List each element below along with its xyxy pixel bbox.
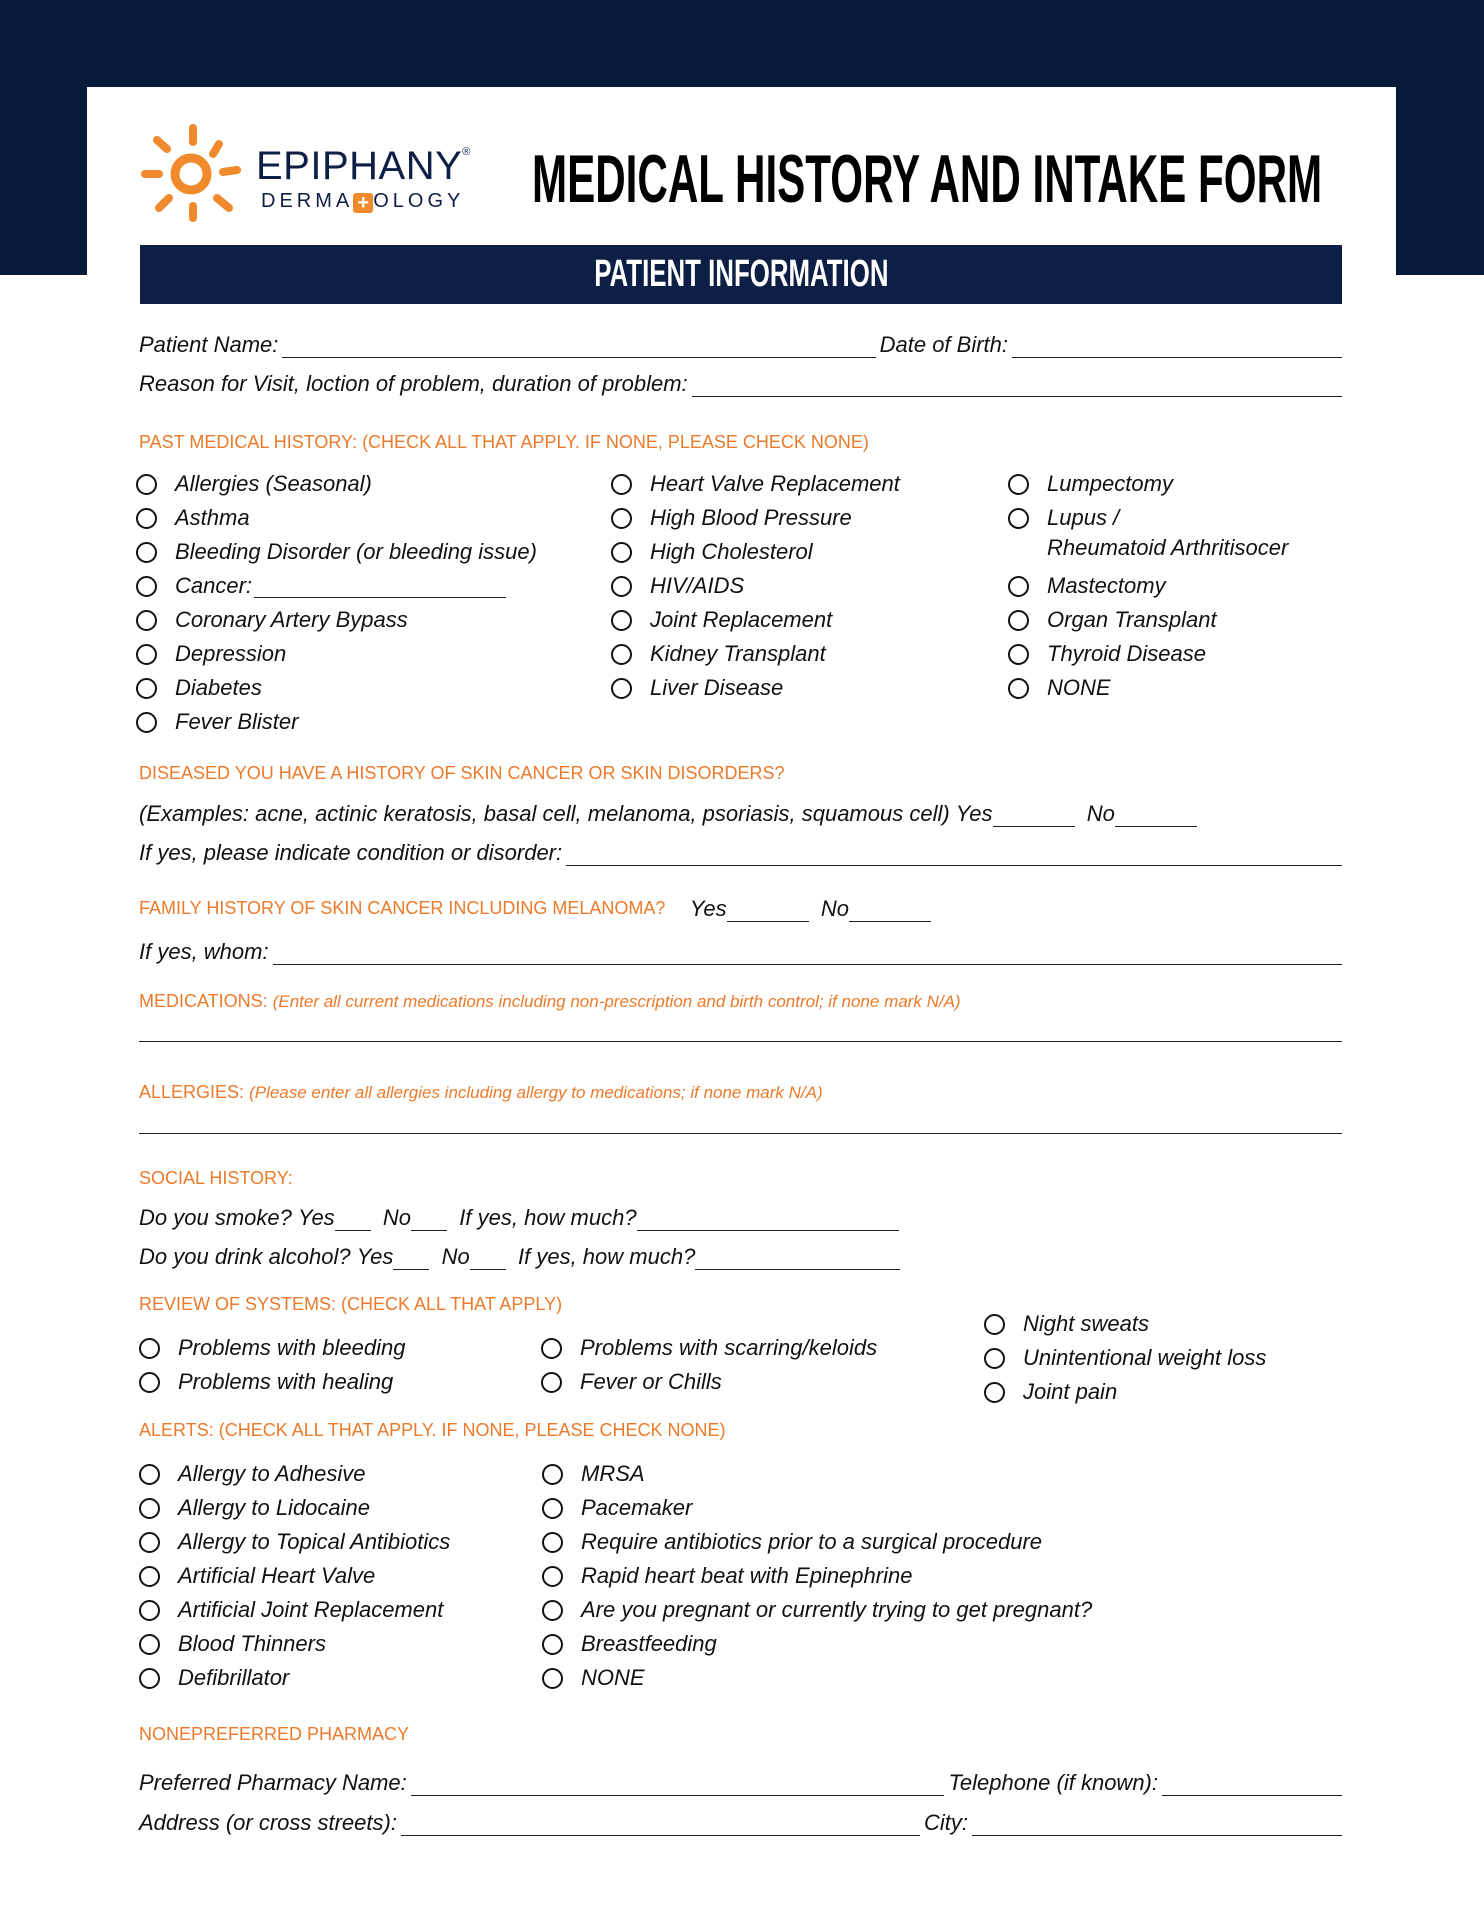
radio-circle-icon[interactable] [136, 678, 157, 699]
medications-field[interactable] [139, 1020, 1342, 1042]
checkbox-item[interactable] [611, 537, 813, 567]
checkbox-label: Kidney Transplant [650, 641, 826, 666]
checkbox-item[interactable] [139, 1561, 375, 1591]
checkbox-item[interactable] [139, 1527, 450, 1557]
logo [141, 122, 491, 222]
radio-circle-icon[interactable] [1008, 576, 1029, 597]
radio-circle-icon[interactable] [139, 1338, 160, 1359]
label: No [382, 1205, 412, 1230]
pharmacy-address-field[interactable] [401, 1814, 920, 1836]
label: No [1086, 801, 1115, 826]
drink-amount-field[interactable] [695, 1248, 900, 1270]
label: Patient Name: [139, 332, 279, 357]
logo-sub: DERMA + OLOGY [261, 190, 465, 214]
radio-circle-icon[interactable] [611, 644, 632, 665]
smoke-amount-field[interactable] [637, 1209, 899, 1231]
checkbox-item[interactable] [542, 1595, 1092, 1625]
label: If yes, how much? [459, 1205, 637, 1230]
checkbox-item[interactable] [139, 1493, 370, 1523]
checkbox-item[interactable] [1008, 673, 1111, 703]
label: Yes [356, 1244, 394, 1269]
drink-row [139, 1240, 900, 1270]
checkbox-label: Lumpectomy [1047, 471, 1173, 496]
checkbox-item[interactable] [1008, 639, 1206, 669]
checkbox-item[interactable] [136, 503, 250, 533]
radio-circle-icon[interactable] [136, 576, 157, 597]
radio-circle-icon[interactable] [984, 1348, 1005, 1369]
checkbox-item[interactable] [136, 673, 262, 703]
checkbox-label: Fever Blister [175, 709, 299, 734]
dob-field[interactable] [1012, 336, 1342, 358]
checkbox-label: Allergies (Seasonal) [175, 471, 372, 496]
pmh-lupus-cont: Rheumatoid Arthritisocer [1047, 535, 1289, 560]
label: Do you smoke? [139, 1205, 292, 1230]
label: Preferred Pharmacy Name: [139, 1770, 407, 1795]
checkbox-item[interactable] [611, 639, 826, 669]
header-band-left [0, 0, 87, 275]
radio-circle-icon[interactable] [611, 678, 632, 699]
family-yes-field[interactable] [727, 900, 809, 922]
checkbox-item[interactable] [611, 605, 832, 635]
radio-circle-icon[interactable] [611, 576, 632, 597]
checkbox-label: Night sweats [1023, 1311, 1149, 1336]
radio-circle-icon[interactable] [542, 1600, 563, 1621]
radio-circle-icon[interactable] [1008, 474, 1029, 495]
smoke-yes-field[interactable] [335, 1209, 371, 1231]
radio-circle-icon[interactable] [542, 1532, 563, 1553]
label: No [441, 1244, 470, 1269]
checkbox-label: Organ Transplant [1047, 607, 1217, 632]
checkbox-label: Joint pain [1023, 1379, 1118, 1404]
label: Address (or cross streets): [139, 1810, 397, 1835]
radio-circle-icon[interactable] [139, 1634, 160, 1655]
header-band [0, 0, 1484, 87]
family-no-field[interactable] [849, 900, 931, 922]
pharmacy-name-row [139, 1766, 1342, 1796]
radio-circle-icon[interactable] [139, 1498, 160, 1519]
checkbox-item[interactable] [611, 503, 852, 533]
family-whom-row [139, 935, 1342, 965]
checkbox-label: Problems with bleeding [178, 1335, 406, 1360]
family-header: FAMILY HISTORY OF SKIN CANCER INCLUDING MELANOMA? [139, 898, 666, 918]
checkbox-label: Pacemaker [581, 1495, 693, 1520]
checkbox-label: Diabetes [175, 675, 262, 700]
skin-examples-row [139, 797, 1342, 827]
radio-circle-icon[interactable] [139, 1668, 160, 1689]
checkbox-label: Lupus / [1047, 505, 1120, 530]
checkbox-label: High Cholesterol [650, 539, 813, 564]
checkbox-item[interactable] [541, 1367, 722, 1397]
skin-yes-field[interactable] [993, 805, 1075, 827]
checkbox-label: Asthma [175, 505, 250, 530]
radio-circle-icon[interactable] [611, 542, 632, 563]
checkbox-label: Depression [175, 641, 287, 666]
checkbox-item[interactable] [542, 1459, 645, 1489]
checkbox-label: Artificial Joint Replacement [178, 1597, 444, 1622]
label: (Examples: acne, actinic keratosis, basal cell, melanoma, psoriasis, squamous cell) [139, 801, 950, 826]
checkbox-label: Joint Replacement [650, 607, 833, 632]
checkbox-item[interactable] [542, 1629, 717, 1659]
checkbox-item[interactable] [136, 707, 298, 737]
pharmacy-address-row [139, 1806, 1342, 1836]
checkbox-item[interactable] [139, 1459, 366, 1489]
label: Yes [689, 896, 727, 921]
checkbox-item[interactable] [1008, 469, 1173, 499]
label: Yes [297, 1205, 335, 1230]
radio-circle-icon[interactable] [139, 1532, 160, 1553]
checkbox-item[interactable] [984, 1309, 1149, 1339]
family-whom-field[interactable] [273, 943, 1342, 965]
social-header: SOCIAL HISTORY: [139, 1168, 293, 1188]
pharmacy-city-field[interactable] [972, 1814, 1342, 1836]
label: No [820, 896, 849, 921]
checkbox-label: Require antibiotics prior to a surgical procedure [581, 1529, 1043, 1554]
checkbox-label: Blood Thinners [178, 1631, 326, 1656]
pmh-header: PAST MEDICAL HISTORY: (CHECK ALL THAT APPLY. IF NONE, PLEASE CHECK NONE) [139, 432, 869, 452]
checkbox-item[interactable] [984, 1377, 1117, 1407]
radio-circle-icon[interactable] [984, 1382, 1005, 1403]
checkbox-label: Allergy to Lidocaine [178, 1495, 371, 1520]
checkbox-label: Heart Valve Replacement [650, 471, 900, 496]
family-row [139, 892, 1342, 922]
checkbox-item[interactable] [542, 1493, 692, 1523]
page-title: MEDICAL HISTORY AND INTAKE FORM [532, 141, 1323, 217]
checkbox-label: Thyroid Disease [1047, 641, 1206, 666]
label: If yes, whom: [139, 939, 269, 964]
patient-row [139, 328, 1342, 358]
checkbox-label: Problems with healing [178, 1369, 394, 1394]
radio-circle-icon[interactable] [542, 1566, 563, 1587]
ros-header: REVIEW OF SYSTEMS: (CHECK ALL THAT APPLY) [139, 1294, 563, 1314]
pharmacy-phone-field[interactable] [1162, 1774, 1342, 1796]
checkbox-label: HIV/AIDS [650, 573, 745, 598]
label: If yes, please indicate condition or disorder: [139, 840, 563, 865]
checkbox-label: Problems with scarring/keloids [580, 1335, 878, 1360]
radio-circle-icon[interactable] [1008, 644, 1029, 665]
pharmacy-name-field[interactable] [411, 1774, 945, 1796]
radio-circle-icon[interactable] [611, 474, 632, 495]
header-band-right [1396, 0, 1484, 275]
checkbox-item[interactable] [139, 1663, 289, 1693]
checkbox-item[interactable] [136, 469, 372, 499]
section-bar: PATIENT INFORMATION [140, 245, 1342, 304]
checkbox-label: Rapid heart beat with Epinephrine [581, 1563, 913, 1588]
radio-circle-icon[interactable] [541, 1372, 562, 1393]
label: City: [924, 1810, 968, 1835]
label: Reason for Visit, loction of problem, duration of problem: [139, 371, 688, 396]
checkbox-item[interactable] [1008, 605, 1217, 635]
label: If yes, how much? [518, 1244, 696, 1269]
medications-header: MEDICATIONS: (Enter all current medications including non-prescription and birth control; if none mark N/A) [139, 991, 961, 1011]
smoke-row [139, 1201, 899, 1231]
radio-circle-icon[interactable] [139, 1464, 160, 1485]
radio-circle-icon[interactable] [139, 1566, 160, 1587]
checkbox-label: Bleeding Disorder (or bleeding issue) [175, 539, 537, 564]
reason-row [139, 367, 1342, 397]
checkbox-item[interactable] [542, 1561, 912, 1591]
allergies-header: ALLERGIES: (Please enter all allergies including allergy to medications; if none mark N/A) [139, 1082, 823, 1102]
checkbox-label: Mastectomy [1047, 573, 1166, 598]
radio-circle-icon[interactable] [542, 1668, 563, 1689]
label: Date of Birth: [879, 332, 1008, 357]
checkbox-label: Artificial Heart Valve [178, 1563, 376, 1588]
label: Yes [955, 801, 993, 826]
checkbox-item[interactable] [611, 673, 783, 703]
logo-brand: EPIPHANY® [256, 144, 471, 188]
checkbox-item[interactable] [541, 1333, 877, 1363]
checkbox-label: Liver Disease [650, 675, 784, 700]
checkbox-item[interactable] [1008, 571, 1166, 601]
skin-ifyes-row [139, 836, 1342, 866]
radio-circle-icon[interactable] [611, 508, 632, 529]
checkbox-item[interactable] [611, 469, 900, 499]
checkbox-label: High Blood Pressure [650, 505, 852, 530]
checkbox-item[interactable] [139, 1595, 443, 1625]
skin-no-field[interactable] [1115, 805, 1197, 827]
radio-circle-icon[interactable] [984, 1314, 1005, 1335]
checkbox-item[interactable] [136, 571, 252, 601]
skin-condition-field[interactable] [566, 844, 1342, 866]
checkbox-item[interactable] [542, 1527, 1042, 1557]
radio-circle-icon[interactable] [136, 474, 157, 495]
pharmacy-header: NONEPREFERRED PHARMACY [139, 1724, 410, 1744]
label: Do you drink alcohol? [139, 1244, 351, 1269]
alerts-header: ALERTS: (CHECK ALL THAT APPLY. IF NONE, PLEASE CHECK NONE) [139, 1420, 726, 1440]
radio-circle-icon[interactable] [541, 1338, 562, 1359]
radio-circle-icon[interactable] [1008, 610, 1029, 631]
checkbox-label: Allergy to Topical Antibiotics [178, 1529, 451, 1554]
radio-circle-icon[interactable] [136, 508, 157, 529]
radio-circle-icon[interactable] [542, 1498, 563, 1519]
label: Telephone (if known): [948, 1770, 1158, 1795]
drink-yes-field[interactable] [393, 1248, 429, 1270]
radio-circle-icon[interactable] [542, 1634, 563, 1655]
cancer-field[interactable] [254, 576, 506, 598]
radio-circle-icon[interactable] [136, 542, 157, 563]
checkbox-item[interactable] [984, 1343, 1266, 1373]
checkbox-item[interactable] [542, 1663, 645, 1693]
checkbox-item[interactable] [139, 1333, 405, 1363]
patient-name-field[interactable] [282, 336, 875, 358]
radio-circle-icon[interactable] [136, 644, 157, 665]
radio-circle-icon[interactable] [1008, 678, 1029, 699]
checkbox-label: Unintentional weight loss [1023, 1345, 1267, 1370]
checkbox-label: Cancer: [175, 573, 253, 598]
checkbox-item[interactable] [136, 605, 408, 635]
checkbox-label: Coronary Artery Bypass [175, 607, 408, 632]
checkbox-item[interactable] [136, 537, 537, 567]
reason-field[interactable] [692, 375, 1342, 397]
checkbox-label: Fever or Chills [580, 1369, 722, 1394]
checkbox-label: Defibrillator [178, 1665, 290, 1690]
radio-circle-icon[interactable] [611, 610, 632, 631]
radio-circle-icon[interactable] [1008, 508, 1029, 529]
radio-circle-icon[interactable] [139, 1600, 160, 1621]
checkbox-item[interactable] [139, 1629, 326, 1659]
radio-circle-icon[interactable] [136, 712, 157, 733]
allergies-field[interactable] [139, 1112, 1342, 1134]
radio-circle-icon[interactable] [139, 1372, 160, 1393]
checkbox-item[interactable] [139, 1367, 393, 1397]
drink-no-field[interactable] [470, 1248, 506, 1270]
radio-circle-icon[interactable] [136, 610, 157, 631]
checkbox-item[interactable] [611, 571, 744, 601]
checkbox-item[interactable] [1008, 503, 1119, 533]
checkbox-label: MRSA [581, 1461, 645, 1486]
smoke-no-field[interactable] [411, 1209, 447, 1231]
skin-header: DISEASED YOU HAVE A HISTORY OF SKIN CANCER OR SKIN DISORDERS? [139, 763, 785, 783]
checkbox-label: Allergy to Adhesive [178, 1461, 366, 1486]
checkbox-label: NONE [581, 1665, 645, 1690]
checkbox-label: Breastfeeding [581, 1631, 717, 1656]
checkbox-label: NONE [1047, 675, 1111, 700]
checkbox-item[interactable] [136, 639, 286, 669]
sun-icon [141, 122, 241, 222]
radio-circle-icon[interactable] [542, 1464, 563, 1485]
checkbox-label: Are you pregnant or currently trying to get pregnant? [581, 1597, 1093, 1622]
